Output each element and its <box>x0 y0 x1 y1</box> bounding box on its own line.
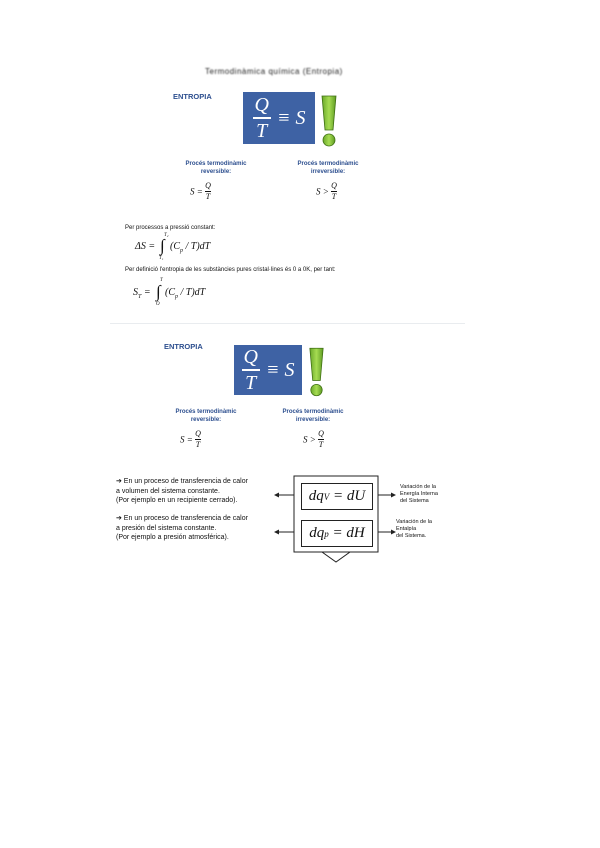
delta-s-integral: ΔS = ∫ T₂ T₁ $(C_p / T)dT$ <box>135 233 211 261</box>
irreversible-process-title-2: Procés termodinàmic irreversible: <box>282 409 344 423</box>
banner-equiv-s: ≡ S <box>276 106 306 129</box>
q-over-t-fraction <box>253 95 271 141</box>
exclamation-icon-2 <box>307 346 326 398</box>
banner-numerator: Q <box>254 94 269 116</box>
entropia-heading-2: ENTROPIA <box>164 342 203 351</box>
irreversible-formula: S > $\frac{Q}{T}$ <box>316 181 337 201</box>
internal-energy-label: Variación de la Energía Interna del Sistema <box>400 484 438 504</box>
reversible-process-title: Procés termodinàmic reversible: <box>185 161 247 175</box>
exclamation-icon <box>319 94 339 148</box>
section-divider <box>110 323 465 324</box>
reversible-process-title-2: Procés termodinàmic reversible: <box>175 409 237 423</box>
entropy-definition-banner-2: $\frac{Q}{T}$ ≡ S <box>234 345 302 395</box>
dqp-equals-dh-box: dq p = dH <box>301 520 373 547</box>
fraction-bar <box>253 117 271 119</box>
dqv-equals-du-box: dq V = dU <box>301 483 373 510</box>
enthalpy-label: Variación de la Entalpía del Sistema. <box>396 519 432 539</box>
entropia-heading: ENTROPIA <box>173 92 212 101</box>
irreversible-formula-2: S > $\frac{Q}{T}$ <box>303 429 324 449</box>
st-integral: $S_T$ = ∫ T O $(C_p / T)dT$ <box>133 278 206 307</box>
definition-text: Per definició l'entropia de les substàncies pures cristal·lines és 0 a 0K, per tant: <box>125 267 336 273</box>
reversible-formula: S = $\frac{Q}{T}$ <box>190 181 211 201</box>
page-header-blurred: Termodinàmica química (Entropia) <box>205 68 343 76</box>
reversible-formula-2: S = $\frac{Q}{T}$ <box>180 429 201 449</box>
irreversible-process-title: Procés termodinàmic irreversible: <box>297 161 359 175</box>
constant-volume-bullet: ➔ En un proceso de transferencia de calor a volumen del sistema constante. (Por ejemplo en un recipiente cerrado). <box>116 478 248 504</box>
entropy-definition-banner <box>243 92 315 144</box>
banner-denominator: T <box>256 120 268 142</box>
constant-pressure-text: Per processos a pressió constant: <box>125 225 216 231</box>
constant-pressure-bullet: ➔ En un proceso de transferencia de calor a presión del sistema constante. (Por ejemplo a presión atmosférica). <box>116 515 248 541</box>
integral-sign: ∫ <box>160 236 165 255</box>
